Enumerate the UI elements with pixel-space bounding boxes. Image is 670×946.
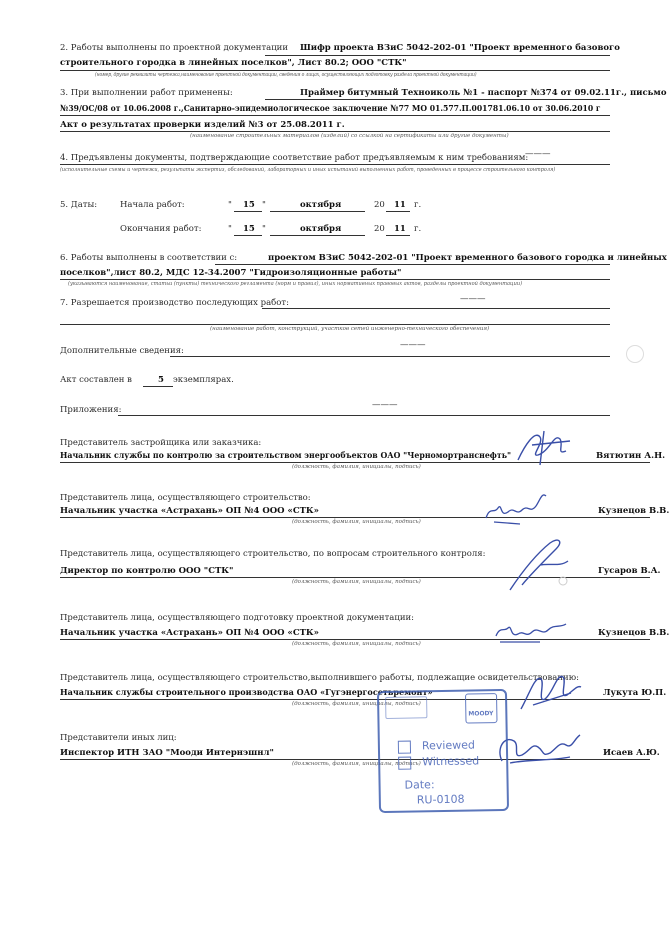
s4-caption: (исполнительные схемы и чертежи, результаты экспертиз, обследований, лабораторных и иных испытаний выполненных работ, проведенных в процессе строительного контроля)	[60, 167, 556, 173]
rep2-name: Кузнецов В.В.	[598, 506, 670, 516]
s7-caption: (наименование работ, конструкций, участков сетей инженерно-технического обеспечения)	[210, 326, 490, 332]
rep2-position: Начальник участка «Астрахань» ОП №4 ООО «СТК»	[60, 506, 319, 516]
rep2-underline	[60, 517, 650, 518]
review-stamp	[377, 689, 509, 813]
end-year: 11	[394, 224, 406, 234]
s4-underline	[60, 164, 610, 165]
s3-line1: Праймер битумный Техноиколь №1 - паспорт №374 от 09.02.11г., письмо	[300, 88, 667, 98]
s3-underline1	[265, 99, 610, 100]
rep1-position: Начальник службы по контролю за строительством энергообъектов ОАО "Черномортранснефть"	[60, 451, 512, 461]
rep6-heading: Представители иных лиц:	[60, 733, 177, 743]
end-day-line	[234, 235, 262, 236]
rep5-name: Лукута Ю.П.	[603, 688, 667, 698]
rep1-name: Вятютин А.Н.	[596, 451, 666, 461]
attachments-value: ———	[372, 400, 398, 410]
s6-line1: проектом ВЗиС 5042-202-01 "Проект временного базового городка и линейных	[268, 253, 667, 263]
rep4-position: Начальник участка «Астрахань» ОП №4 ООО «СТК»	[60, 628, 319, 638]
rep1-heading: Представитель застройщика или заказчика:	[60, 438, 262, 448]
s2-line1: Шифр проекта ВЗиС 5042-202-01 "Проект временного базового	[300, 43, 620, 53]
extra-underline	[170, 356, 610, 357]
end-day-close-quote: "	[262, 224, 266, 234]
rep4-heading: Представитель лица, осуществляющего подготовку проектной документации:	[60, 613, 415, 623]
s2-underline1	[265, 55, 610, 56]
signature-rep1	[510, 425, 580, 470]
s7-underline1	[262, 308, 610, 309]
copies-count: 5	[158, 375, 164, 385]
start-day-open-quote: "	[228, 200, 232, 210]
stamp-left-block	[385, 696, 427, 719]
stamp-logo-text: MOODY	[468, 710, 494, 718]
end-month-line	[270, 235, 365, 236]
s5-start-label: Начала работ:	[120, 200, 185, 210]
rep4-name: Кузнецов В.В.	[598, 628, 670, 638]
s3-underline2	[60, 115, 610, 116]
s3-line2: №39/ОС/08 от 10.06.2008 г.,Санитарно-эпидемиологическое заключение №77 МО 01.577.П.001781.06.10 от 30.06.2010 г	[60, 104, 601, 114]
s3-label: 3. При выполнении работ применены:	[60, 88, 233, 98]
extra-value: ———	[400, 340, 426, 350]
rep5-position: Начальник службы строительного производства ОАО «Гугэнергосетьремонт»	[60, 688, 433, 698]
rep3-name: Гусаров В.А.	[598, 566, 661, 576]
rep2-caption: (должность, фамилия, инициалы, подпись)	[292, 519, 421, 525]
rep6-position: Инспектор ИТН ЗАО "Мооди Интернэшнл"	[60, 748, 274, 758]
signature-rep4	[490, 612, 575, 648]
s6-underline2	[60, 279, 610, 280]
s7-value: ———	[460, 294, 486, 304]
end-day-open-quote: "	[228, 224, 232, 234]
stamp-reviewed-checkbox	[398, 741, 411, 754]
start-day-close-quote: "	[262, 200, 266, 210]
signature-rep2	[480, 488, 560, 528]
s3-line3: Акт о результатах проверки изделий №3 от 25.08.2011 г.	[60, 120, 345, 130]
rep6-caption: (должность, фамилия, инициалы, подпись)	[292, 761, 421, 767]
s3-underline3	[60, 131, 610, 132]
start-year: 11	[394, 200, 406, 210]
end-month: октября	[300, 224, 342, 234]
s5-label: 5. Даты:	[60, 200, 98, 210]
attachments-underline	[118, 415, 610, 416]
s6-underline1	[215, 264, 610, 265]
extra-label: Дополнительные сведения:	[60, 346, 184, 356]
s7-label: 7. Разрешается производство последующих работ:	[60, 298, 289, 308]
s6-line2: поселков",лист 80.2, МДС 12-34.2007 "Гидроизоляционные работы"	[60, 268, 402, 278]
rep3-position: Директор по контролю ООО "СТК"	[60, 566, 234, 576]
s2-label: 2. Работы выполнены по проектной документации	[60, 43, 289, 53]
stamp-reviewed-text: Reviewed	[421, 738, 476, 753]
rep6-name: Исаев А.Ю.	[603, 748, 660, 758]
rep4-caption: (должность, фамилия, инициалы, подпись)	[292, 641, 421, 647]
start-year-suffix: г.	[414, 200, 422, 210]
end-year-suffix: г.	[414, 224, 422, 234]
start-day-line	[234, 211, 262, 212]
copies-label: Акт составлен в	[60, 375, 132, 385]
rep3-caption: (должность, фамилия, инициалы, подпись)	[292, 579, 421, 585]
signature-rep3	[500, 535, 575, 595]
s2-underline2	[60, 70, 610, 71]
s4-label: 4. Предъявлены документы, подтверждающие соответствие работ предъявляемым к ним требованиям:	[60, 153, 529, 163]
s7-underline2	[60, 324, 610, 325]
copies-underline	[143, 386, 173, 387]
start-year-prefix: 20	[374, 200, 385, 210]
stamp-date-label: Date:	[404, 778, 435, 792]
stamp-witnessed-checkbox	[398, 757, 411, 770]
s3-caption: (наименование строительных материалов (изделий) со ссылкой на сертификаты или другие документы)	[190, 133, 509, 139]
s5-end-label: Окончания работ:	[120, 224, 202, 234]
s2-line2: строительного городка в линейных поселков", Лист 80.2; ООО "СТК"	[60, 58, 407, 68]
s4-value: ———	[525, 149, 551, 159]
rep3-heading: Представитель лица, осуществляющего строительство, по вопросам строительного контроля:	[60, 549, 486, 559]
stamp-code: RU-0108	[416, 792, 465, 807]
rep5-caption: (должность, фамилия, инициалы, подпись)	[292, 701, 421, 707]
end-year-line	[386, 235, 410, 236]
start-month: октября	[300, 200, 342, 210]
stamp-witnessed-text: Witnessed	[422, 754, 480, 769]
rep5-heading: Представитель лица, осуществляющего строительство,выполнившего работы, подлежащие освидетельствованию:	[60, 673, 579, 683]
start-month-line	[270, 211, 365, 212]
s6-caption: (указываются наименование, статьи (пункты) технического регламента (норм и правил), иных нормативных правовых актов, разделы проектной документации)	[68, 281, 523, 287]
copies-suffix: экземплярах.	[173, 375, 234, 385]
punch-hole-mark	[626, 345, 644, 363]
s2-caption: (номер, другие реквизиты чертежа,наименование проектной документации, сведения о лицах, осуществляющих подготовку раздела проектной документации)	[95, 72, 477, 78]
signature-rep5	[515, 665, 585, 715]
start-year-line	[386, 211, 410, 212]
attachments-label: Приложения:	[60, 405, 122, 415]
rep2-heading: Представитель лица, осуществляющего строительство:	[60, 493, 311, 503]
stamp-logo	[465, 693, 498, 724]
s6-label: 6. Работы выполнены в соответствии с:	[60, 253, 238, 263]
end-year-prefix: 20	[374, 224, 385, 234]
rep1-caption: (должность, фамилия, инициалы, подпись)	[292, 464, 421, 470]
start-day: 15	[243, 200, 255, 210]
end-day: 15	[243, 224, 255, 234]
